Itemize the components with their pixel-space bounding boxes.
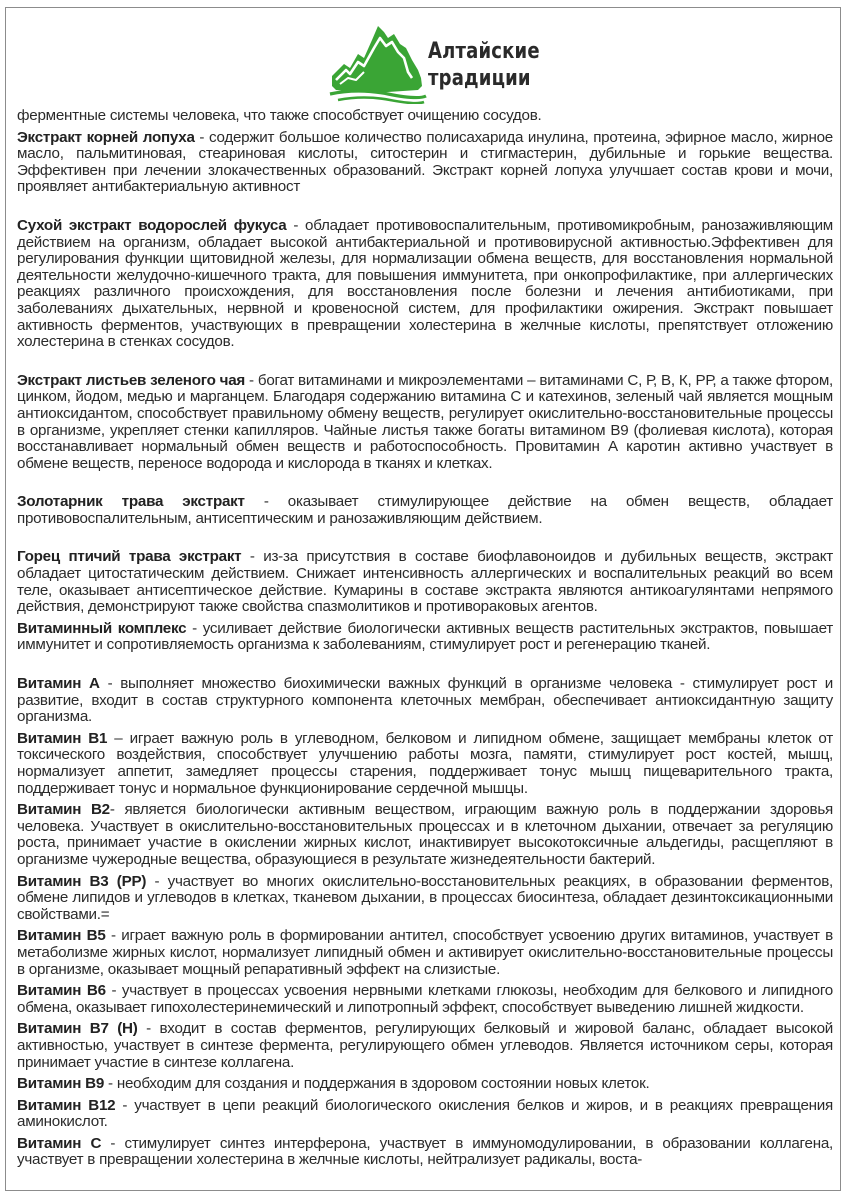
brand-name bbox=[428, 38, 540, 92]
paragraph-burdock-root bbox=[17, 130, 833, 196]
paragraph-vitamin-complex bbox=[17, 621, 833, 654]
brand-logo bbox=[328, 18, 540, 104]
ingredient-description: - участвует в цепи реакций биологического окисления белков и жиров, и в реакциях превращения аминокислот. bbox=[17, 1096, 834, 1131]
ingredient-term: Витамин В12 bbox=[17, 1096, 116, 1114]
ingredient-description: - участвует в процессах усвоения нервными клетками глюкозы, необходим для белкового и липидного обмена, оказывает гипохолестеринемический и липотропный эффект, способствует выведению лишней жидкости. bbox=[17, 982, 833, 1016]
ingredient-description: - играет важную роль в формировании антител, способствует усвоению других витаминов, участвует в метаболизме жирных кислот, нормализует липидный обмен и активирует окислительно-восстановительные процессы в организме, оказывает мощный репаративный эффект на слизистые. bbox=[17, 927, 833, 978]
ingredient-term: Сухой экстракт водорослей фукуса bbox=[17, 216, 287, 234]
paragraph-vitamin-b1 bbox=[17, 731, 833, 797]
ingredient-term: Витаминный комплекс bbox=[17, 619, 187, 637]
paragraph-vitamin-b7 bbox=[17, 1021, 833, 1071]
ingredient-term: Экстракт листьев зеленого чая bbox=[17, 371, 246, 389]
paragraph-goldenrod bbox=[17, 494, 833, 527]
paragraph-fucus-extract bbox=[17, 218, 833, 351]
paragraph-vitamin-b6 bbox=[17, 983, 833, 1016]
paragraph-green-tea bbox=[17, 373, 833, 473]
ingredient-description: - необходим для создания и поддержания в здоровом состоянии новых клеток. bbox=[104, 1075, 650, 1093]
ingredient-term: Экстракт корней лопуха bbox=[17, 128, 195, 146]
ingredient-term: Витамин В9 bbox=[17, 1075, 105, 1093]
ingredient-term: Витамин В1 bbox=[17, 729, 108, 747]
paragraph-vitamin-b12 bbox=[17, 1098, 833, 1131]
ingredient-description: - входит в состав ферментов, регулирующих белковый и жировой баланс, обладает высокой активностью, участвует в синтезе фермента, регулирующего обмен углеводов. Является источником серы, которая принимает участие в синтезе коллагена. bbox=[17, 1020, 833, 1071]
paragraph-vitamin-b3 bbox=[17, 874, 833, 924]
ingredient-term: Горец птичий трава экстракт bbox=[17, 548, 242, 566]
ingredient-description: - из-за присутствия в составе биофлавоноидов и дубильных веществ, экстракт обладает цитостатическим действием. Снижает интенсивность аллергических и воспалительных реакций во всем теле, оказывает антисептическое действие. Кумарины в составе экстракта являются антикоагулянтами непрямого действия, демонстрируют также свойства спазмолитиков и противораковых агентов. bbox=[17, 548, 834, 616]
paragraph-vitamin-c bbox=[17, 1136, 833, 1169]
ingredient-description: - стимулирует синтез интерферона, участвует в иммуномодулировании, в образовании коллагена, участвует в превращении холестерина в желчные кислоты, нейтрализует радикалы, воста- bbox=[17, 1134, 834, 1169]
page-header bbox=[0, 0, 849, 110]
ingredient-description: - оказывает стимулирующее действие на обмен веществ, обладает противовоспалительным, антисептическим и ранозаживляющим действием. bbox=[17, 493, 834, 527]
brand-name-line1: Алтайские bbox=[428, 39, 540, 64]
paragraph-vitamin-b2 bbox=[17, 802, 833, 868]
ingredient-term: Витамин А bbox=[17, 675, 100, 693]
ingredient-term: Витамин В6 bbox=[17, 982, 106, 1000]
ingredient-term: Витамин С bbox=[17, 1134, 102, 1152]
mountain-logo-icon bbox=[328, 18, 428, 104]
ingredient-term: Витамин В5 bbox=[17, 927, 106, 945]
ingredient-description: - выполняет множество биохимически важных функций в организме человека - стимулирует рост и развитие, входит в состав структурного компонента клеточных мембран, обеспечивает антиоксидантную защиту организма. bbox=[17, 675, 833, 726]
paragraph-vitamin-b5 bbox=[17, 928, 833, 978]
ingredient-term: Золотарник трава экстракт bbox=[17, 493, 245, 511]
paragraph-intro-continued bbox=[17, 108, 833, 125]
ingredient-term: Витамин В3 (РР) bbox=[17, 872, 147, 890]
ingredients-description bbox=[17, 108, 833, 1174]
ingredient-description: - усиливает действие биологически активных веществ растительных экстрактов, повышает иммунитет и сопротивляемость организма к заболеваниям, стимулирует рост и регенерацию тканей. bbox=[17, 619, 833, 654]
ingredient-description: - обладает противовоспалительным, противомикробным, ранозаживляющим действием на организм, обладает высокой антибактериальной и противовирусной активностью.Эффективен для регулирования функции щитовидной железы, для нормализации обмена веществ, для восстановления нормальной деятельности желудочно-кишечного тракта, для повышения иммунитета, при онкопрофилактике, при аллергических реакциях различного происхождения, для восстановления после болезни и лечения антибиотиками, при заболеваниях дыхательных, нервной и кровеносной систем, для профилактики ожирения. Экстракт повышает активность ферментов, участвующих в превращении холестерина в желчные кислоты, препятствует отложению холестерина в стенках сосудов. bbox=[17, 216, 833, 351]
ingredient-term: Витамин В2 bbox=[17, 801, 110, 819]
ingredient-term: Витамин В7 (Н) bbox=[17, 1020, 138, 1038]
ingredient-description: - участвует во многих окислительно-восстановительных реакциях, в образовании ферментов, обмене липидов и углеводов в клетках, тканевом дыхании, в процессах биосинтеза, обладает дезинтоксикационными свойствами.= bbox=[17, 872, 833, 923]
ingredient-description: - является биологически активным веществом, играющим важную роль в поддержании здоровья человека. Участвует в окислительно-восстановительных процессах и в клеточном дыхании, отвечает за регуляцию роста, принимает участие в окислении жирных кислот, инактивирует высокотоксичные альдегиды, расщепляют в организме чужеродные вещества, образующиеся в результате жизнедеятельности бактерий. bbox=[17, 801, 833, 868]
paragraph-vitamin-a bbox=[17, 676, 833, 726]
ingredient-description: – играет важную роль в углеводном, белковом и липидном обмене, защищает мембраны клеток от токсического воздействия, способствует улучшению работы мозга, памяти, стимулирует рост костей, мышц, нормализует аппетит, замедляет процессы старения, поддерживает тонус мышц пищеварительного тракта, поддерживает тонус и нормальное функционирование сердечной мышцы. bbox=[17, 729, 833, 797]
paragraph-knotweed bbox=[17, 549, 833, 615]
ingredient-description: - содержит большое количество полисахарида инулина, протеина, эфирное масло, жирное масло, пальмитиновая, стеариновая кислоты, ситостерин и стигмастерин, дубильные и горькие вещества. Эффективен при лечении злокачественных образований. Экстракт корней лопуха улучшает состав крови и мочи, проявляет антибактериальную активност bbox=[17, 128, 833, 196]
ingredient-description: ферментные системы человека, что также способствует очищению сосудов. bbox=[17, 107, 542, 124]
brand-name-line2: традиции bbox=[428, 66, 531, 91]
ingredient-description: - богат витаминами и микроэлементами – витаминами С, Р, В, К, РР, а также фтором, цинком, йодом, медью и марганцем. Благодаря содержанию витамина С и катехинов, зеленый чай является мощным антиоксидантом, способствует правильному обмену веществ, регулирует окислительно-восстановительные процессы в организме, укрепляет стенки капилляров. Чайные листья также богаты витамином В9 (фолиевая кислота), которая восстанавливает нормальный обмен веществ и работоспособность. Провитамин А каротин активно участвует в обмене веществ, переносе водорода и кислорода в тканях и клетках. bbox=[17, 371, 833, 472]
paragraph-vitamin-b9 bbox=[17, 1076, 833, 1093]
